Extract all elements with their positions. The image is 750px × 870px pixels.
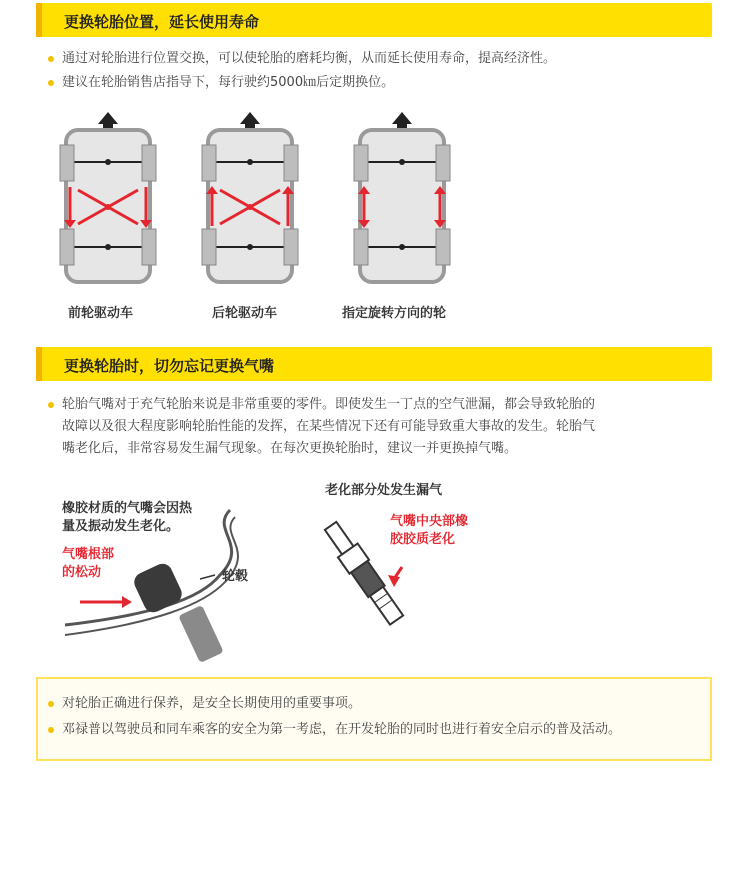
bullet-item: 建议在轮胎销售店指导下，每行驶约5000㎞后定期换位。 (48, 72, 394, 94)
diagram-label: 指定旋转方向的轮 (342, 306, 447, 321)
diagram-label: 后轮驱动车 (212, 306, 278, 321)
section-title: 更换轮胎位置，延长使用寿命 (64, 13, 260, 31)
bullet-dot-icon (48, 56, 54, 62)
bullet-dot-icon (48, 402, 54, 408)
bullet-item: 对轮胎正确进行保养，是安全长期使用的重要事项。 (48, 693, 361, 715)
bullet-item: 邓禄普以驾驶员和同车乘客的安全为第一考虑，在开发轮胎的同时也进行着安全启示的普及活动。 (48, 719, 621, 741)
bullet-item: 通过对轮胎进行位置交换，可以使轮胎的磨耗均衡，从而延长使用寿命，提高经济性。 (48, 48, 556, 70)
section-title: 更换轮胎时，切勿忘记更换气嘴 (64, 357, 275, 375)
leak-caption: 老化部分处发生漏气 (325, 483, 443, 498)
valve-core-warning: 气嘴中央部橡 胶胶质老化 (390, 514, 469, 547)
diagram-label: 前轮驱动车 (68, 306, 134, 321)
valve-root-warning: 气嘴根部 的松动 (62, 547, 115, 580)
notice-box (36, 677, 712, 761)
bullet-dot-icon (48, 727, 54, 733)
section-banner-valve (36, 347, 712, 381)
section-banner-rotation (36, 3, 712, 37)
bullet-item: 轮胎气嘴对于充气轮胎来说是非常重要的零件。即使发生一丁点的空气泄漏，都会导致轮胎的 故障以及很大程度影响轮胎性能的发挥，在某些情况下还有可能导致重大事故的发生。轮胎气 嘴老化后，非常容易发生漏气现象。在每次更换轮胎时，建议一并更换掉气嘴。 (48, 394, 595, 460)
valve-caption: 橡胶材质的气嘴会因热 量及振动发生老化。 (62, 501, 193, 534)
tire-rotation-diagram-fwd (58, 112, 158, 287)
tire-rotation-diagram-directional (352, 112, 452, 287)
tire-rotation-diagram-rwd (200, 112, 300, 287)
bullet-dot-icon (48, 701, 54, 707)
bullet-dot-icon (48, 80, 54, 86)
hub-label: 轮毂 (222, 569, 249, 584)
